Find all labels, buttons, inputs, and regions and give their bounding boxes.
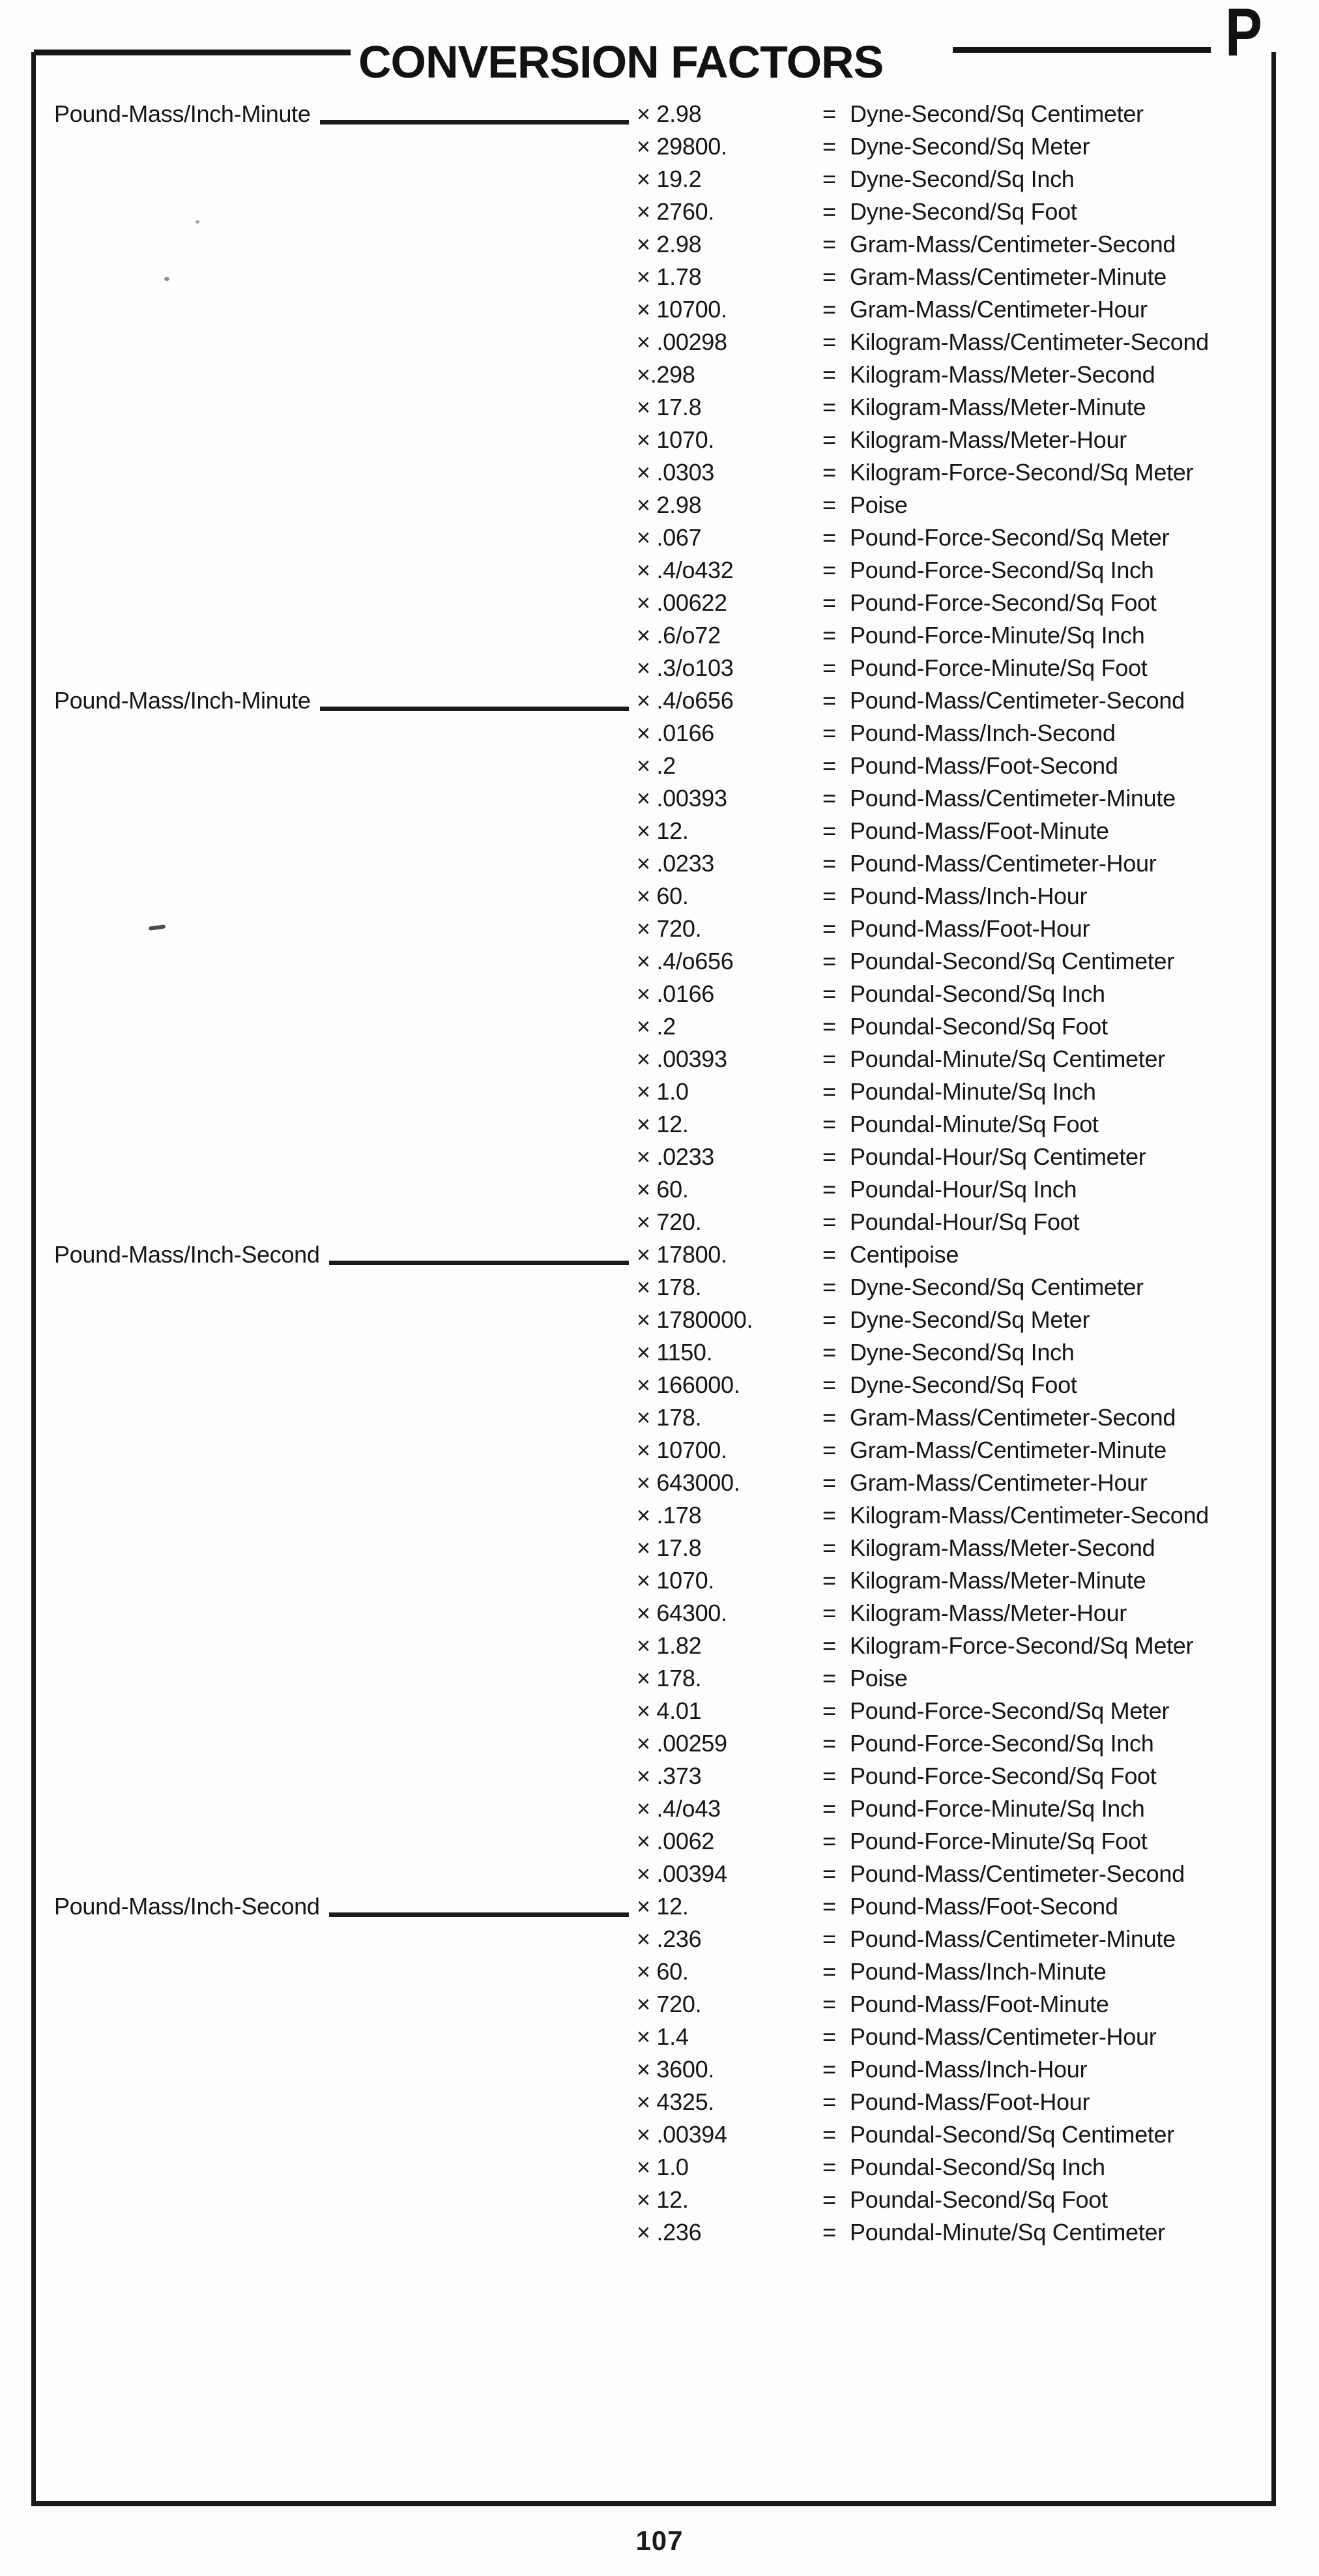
table-row [36, 196, 1276, 228]
table-row [36, 98, 1276, 130]
factor-value: × 12. [637, 2186, 689, 2213]
table-row [36, 293, 1276, 326]
result-unit: Poundal-Minute/Sq Centimeter [850, 2219, 1165, 2246]
scan-speck [164, 277, 169, 281]
table-row [36, 1793, 1276, 1825]
result-unit: Dyne-Second/Sq Foot [850, 198, 1077, 225]
factor-value: × 2.98 [637, 231, 702, 257]
factor-value: × .4/o656 [637, 687, 734, 714]
result-unit: Pound-Force-Minute/Sq Inch [850, 622, 1145, 649]
factor-value: × 2760. [637, 198, 715, 225]
equals-sign: = [822, 1306, 836, 1333]
table-row [36, 1336, 1276, 1369]
result-unit: Pound-Force-Second/Sq Inch [850, 1730, 1154, 1757]
result-unit: Kilogram-Mass/Centimeter-Second [850, 1502, 1209, 1529]
factor-value: × 178. [637, 1404, 702, 1431]
equals-sign: = [822, 1534, 836, 1561]
table-row [36, 1564, 1276, 1597]
equals-sign: = [822, 883, 836, 909]
table-row [36, 1173, 1276, 1206]
equals-sign: = [822, 198, 836, 225]
table-row [36, 587, 1276, 619]
quantity-label: Pound-Mass/Inch-Second [54, 1241, 320, 1268]
factor-value: × 1780000. [637, 1306, 753, 1333]
result-unit: Poundal-Hour/Sq Foot [850, 1208, 1080, 1235]
result-unit: Pound-Mass/Centimeter-Second [850, 1860, 1185, 1887]
table-row [36, 228, 1276, 261]
table-row [36, 130, 1276, 163]
table-row [36, 717, 1276, 750]
equals-sign: = [822, 1665, 836, 1691]
equals-sign: = [822, 426, 836, 453]
result-unit: Gram-Mass/Centimeter-Minute [850, 263, 1167, 290]
factor-value: × 166000. [637, 1371, 740, 1398]
factor-value: × 12. [637, 1893, 689, 1920]
equals-sign: = [822, 459, 836, 486]
page-number: 107 [635, 2525, 684, 2556]
factor-value: × 10700. [637, 1437, 727, 1463]
result-unit: Pound-Mass/Foot-Second [850, 752, 1118, 779]
table-row [36, 684, 1276, 717]
table-row [36, 521, 1276, 554]
table-row [36, 782, 1276, 815]
table-row [36, 1890, 1276, 1923]
factor-value: × 720. [637, 1991, 702, 2017]
result-unit: Centipoise [850, 1241, 959, 1268]
table-row [36, 913, 1276, 945]
result-unit: Pound-Force-Second/Sq Foot [850, 589, 1157, 616]
result-unit: Kilogram-Mass/Meter-Hour [850, 1600, 1127, 1626]
result-unit: Poundal-Minute/Sq Centimeter [850, 1046, 1165, 1072]
equals-sign: = [822, 1143, 836, 1170]
equals-sign: = [822, 133, 836, 160]
result-unit: Dyne-Second/Sq Meter [850, 133, 1090, 160]
equals-sign: = [822, 1339, 836, 1366]
result-unit: Pound-Mass/Inch-Minute [850, 1958, 1107, 1985]
result-unit: Pound-Force-Minute/Sq Foot [850, 1828, 1148, 1854]
table-row [36, 1662, 1276, 1695]
equals-sign: = [822, 948, 836, 974]
equals-sign: = [822, 524, 836, 551]
factor-value: × 60. [637, 1176, 689, 1203]
factor-value: × .373 [637, 1763, 702, 1789]
table-row [36, 815, 1276, 847]
table-row [36, 456, 1276, 489]
equals-sign: = [822, 720, 836, 746]
factor-value: × 17.8 [637, 394, 702, 420]
equals-sign: = [822, 785, 836, 812]
factor-value: × .0166 [637, 720, 715, 746]
equals-sign: = [822, 166, 836, 192]
table-row [36, 1988, 1276, 2021]
conversion-table [36, 98, 1276, 2249]
result-unit: Dyne-Second/Sq Meter [850, 1306, 1090, 1333]
factor-value: × 10700. [637, 296, 727, 323]
table-row [36, 1760, 1276, 1793]
factor-value: × 1.0 [637, 1078, 689, 1105]
result-unit: Pound-Mass/Centimeter-Minute [850, 785, 1176, 812]
table-row [36, 1043, 1276, 1076]
result-unit: Poundal-Second/Sq Centimeter [850, 948, 1174, 974]
factor-value: × .2 [637, 752, 676, 779]
table-row [36, 1499, 1276, 1532]
section-letter: P [1225, 0, 1262, 70]
equals-sign: = [822, 2023, 836, 2050]
equals-sign: = [822, 263, 836, 290]
table-row [36, 619, 1276, 652]
table-row [36, 2118, 1276, 2151]
table-row [36, 2216, 1276, 2249]
content-frame [31, 52, 1276, 2506]
factor-value: × .2 [637, 1013, 676, 1040]
factor-value: × .0062 [637, 1828, 715, 1854]
result-unit: Pound-Mass/Centimeter-Second [850, 687, 1185, 714]
table-row [36, 1434, 1276, 1467]
table-row [36, 1858, 1276, 1890]
equals-sign: = [822, 1208, 836, 1235]
result-unit: Gram-Mass/Centimeter-Minute [850, 1437, 1167, 1463]
table-row [36, 880, 1276, 913]
result-unit: Poundal-Minute/Sq Foot [850, 1111, 1099, 1137]
result-unit: Pound-Force-Minute/Sq Foot [850, 654, 1148, 681]
factor-value: × 1.0 [637, 2154, 689, 2180]
table-row [36, 1206, 1276, 1238]
factor-value: × .067 [637, 524, 702, 551]
table-row [36, 945, 1276, 978]
factor-value: × .178 [637, 1502, 702, 1529]
factor-value: × 4325. [637, 2088, 715, 2115]
equals-sign: = [822, 557, 836, 583]
factor-value: × 19.2 [637, 166, 702, 192]
result-unit: Pound-Mass/Foot-Minute [850, 1991, 1109, 2017]
table-row [36, 1369, 1276, 1401]
factor-value: × .00394 [637, 1860, 727, 1887]
factor-value: × .00298 [637, 329, 727, 355]
leader-line [320, 707, 629, 711]
factor-value: × .4/o656 [637, 948, 734, 974]
equals-sign: = [822, 231, 836, 257]
equals-sign: = [822, 2154, 836, 2180]
equals-sign: = [822, 589, 836, 616]
equals-sign: = [822, 915, 836, 942]
equals-sign: = [822, 1763, 836, 1789]
table-row [36, 1467, 1276, 1499]
leader-line [329, 1261, 629, 1265]
table-row [36, 1304, 1276, 1336]
table-row [36, 1825, 1276, 1858]
table-row [36, 1695, 1276, 1727]
table-row [36, 1010, 1276, 1043]
equals-sign: = [822, 1274, 836, 1300]
result-unit: Kilogram-Mass/Meter-Hour [850, 426, 1127, 453]
result-unit: Poundal-Minute/Sq Inch [850, 1078, 1096, 1105]
equals-sign: = [822, 1013, 836, 1040]
table-row [36, 1923, 1276, 1955]
table-row [36, 359, 1276, 391]
equals-sign: = [822, 1730, 836, 1757]
table-row [36, 1271, 1276, 1304]
equals-sign: = [822, 752, 836, 779]
factor-value: × .6/o72 [637, 622, 721, 649]
table-row [36, 1630, 1276, 1662]
equals-sign: = [822, 1925, 836, 1952]
table-row [36, 424, 1276, 456]
result-unit: Kilogram-Mass/Meter-Second [850, 361, 1155, 388]
result-unit: Pound-Force-Second/Sq Meter [850, 524, 1170, 551]
result-unit: Poundal-Hour/Sq Inch [850, 1176, 1077, 1203]
factor-value: × .4/o432 [637, 557, 734, 583]
result-unit: Pound-Force-Second/Sq Meter [850, 1697, 1170, 1724]
equals-sign: = [822, 2219, 836, 2246]
equals-sign: = [822, 1567, 836, 1594]
equals-sign: = [822, 1078, 836, 1105]
factor-value: × 29800. [637, 133, 727, 160]
quantity-label: Pound-Mass/Inch-Minute [54, 100, 311, 127]
equals-sign: = [822, 687, 836, 714]
factor-value: × 720. [637, 915, 702, 942]
equals-sign: = [822, 1860, 836, 1887]
result-unit: Pound-Mass/Inch-Hour [850, 2056, 1088, 2083]
result-unit: Poundal-Second/Sq Centimeter [850, 2121, 1174, 2148]
factor-value: × 1.78 [637, 263, 702, 290]
equals-sign: = [822, 980, 836, 1007]
equals-sign: = [822, 850, 836, 877]
page-title: CONVERSION FACTORS [358, 36, 884, 87]
result-unit: Kilogram-Mass/Meter-Second [850, 1534, 1155, 1561]
factor-value: × 720. [637, 1208, 702, 1235]
table-row [36, 847, 1276, 880]
factor-value: ×.298 [637, 361, 695, 388]
table-row [36, 1955, 1276, 1988]
result-unit: Kilogram-Mass/Meter-Minute [850, 394, 1146, 420]
equals-sign: = [822, 1991, 836, 2017]
equals-sign: = [822, 296, 836, 323]
equals-sign: = [822, 1828, 836, 1854]
equals-sign: = [822, 1958, 836, 1985]
factor-value: × 1150. [637, 1339, 713, 1366]
result-unit: Poise [850, 1665, 908, 1691]
equals-sign: = [822, 1893, 836, 1920]
equals-sign: = [822, 1502, 836, 1529]
result-unit: Kilogram-Force-Second/Sq Meter [850, 459, 1194, 486]
result-unit: Pound-Mass/Foot-Minute [850, 817, 1109, 844]
result-unit: Pound-Mass/Inch-Second [850, 720, 1116, 746]
equals-sign: = [822, 1437, 836, 1463]
factor-value: × 1.82 [637, 1632, 702, 1659]
table-row [36, 489, 1276, 521]
equals-sign: = [822, 100, 836, 127]
result-unit: Gram-Mass/Centimeter-Hour [850, 296, 1148, 323]
quantity-label: Pound-Mass/Inch-Minute [54, 687, 311, 714]
factor-value: × .0303 [637, 459, 715, 486]
result-unit: Pound-Force-Minute/Sq Inch [850, 1795, 1145, 1822]
table-row [36, 652, 1276, 684]
factor-value: × 4.01 [637, 1697, 702, 1724]
factor-value: × .0233 [637, 850, 715, 877]
table-row [36, 261, 1276, 293]
result-unit: Dyne-Second/Sq Inch [850, 166, 1075, 192]
result-unit: Kilogram-Mass/Centimeter-Second [850, 329, 1209, 355]
factor-value: × 1070. [637, 426, 715, 453]
equals-sign: = [822, 1469, 836, 1496]
factor-value: × 17.8 [637, 1534, 702, 1561]
result-unit: Dyne-Second/Sq Centimeter [850, 1274, 1144, 1300]
table-row [36, 1532, 1276, 1564]
table-row [36, 750, 1276, 782]
leader-line [329, 1912, 629, 1917]
result-unit: Poundal-Second/Sq Foot [850, 2186, 1108, 2213]
equals-sign: = [822, 491, 836, 518]
factor-value: × 3600. [637, 2056, 715, 2083]
table-row [36, 326, 1276, 359]
result-unit: Dyne-Second/Sq Foot [850, 1371, 1077, 1398]
equals-sign: = [822, 2056, 836, 2083]
equals-sign: = [822, 622, 836, 649]
scan-speck [196, 220, 199, 224]
result-unit: Dyne-Second/Sq Centimeter [850, 100, 1144, 127]
leader-line [320, 120, 629, 124]
equals-sign: = [822, 1632, 836, 1659]
table-row [36, 2053, 1276, 2086]
equals-sign: = [822, 2088, 836, 2115]
factor-value: × .0233 [637, 1143, 715, 1170]
table-row [36, 1141, 1276, 1173]
factor-value: × .00259 [637, 1730, 727, 1757]
table-row [36, 2021, 1276, 2053]
factor-value: × 60. [637, 1958, 689, 1985]
table-row [36, 2184, 1276, 2216]
equals-sign: = [822, 654, 836, 681]
equals-sign: = [822, 1111, 836, 1137]
factor-value: × 60. [637, 883, 689, 909]
quantity-label: Pound-Mass/Inch-Second [54, 1893, 320, 1920]
table-row [36, 1108, 1276, 1141]
equals-sign: = [822, 2121, 836, 2148]
table-row [36, 391, 1276, 424]
result-unit: Pound-Mass/Foot-Hour [850, 2088, 1090, 2115]
factor-value: × 1070. [637, 1567, 715, 1594]
equals-sign: = [822, 1241, 836, 1268]
result-unit: Pound-Mass/Centimeter-Hour [850, 2023, 1157, 2050]
equals-sign: = [822, 1176, 836, 1203]
factor-value: × 2.98 [637, 491, 702, 518]
factor-value: × .00393 [637, 1046, 727, 1072]
table-row [36, 1401, 1276, 1434]
result-unit: Pound-Force-Second/Sq Inch [850, 557, 1154, 583]
equals-sign: = [822, 1371, 836, 1398]
factor-value: × .00394 [637, 2121, 727, 2148]
table-row [36, 554, 1276, 587]
equals-sign: = [822, 817, 836, 844]
result-unit: Kilogram-Force-Second/Sq Meter [850, 1632, 1194, 1659]
equals-sign: = [822, 329, 836, 355]
equals-sign: = [822, 361, 836, 388]
factor-value: × 178. [637, 1274, 702, 1300]
factor-value: × .236 [637, 1925, 702, 1952]
result-unit: Gram-Mass/Centimeter-Second [850, 1404, 1176, 1431]
factor-value: × 12. [637, 817, 689, 844]
factor-value: × 2.98 [637, 100, 702, 127]
result-unit: Pound-Mass/Foot-Hour [850, 915, 1090, 942]
table-row [36, 1597, 1276, 1630]
factor-value: × 17800. [637, 1241, 727, 1268]
equals-sign: = [822, 1697, 836, 1724]
table-row [36, 2086, 1276, 2118]
table-row [36, 1727, 1276, 1760]
factor-value: × 643000. [637, 1469, 740, 1496]
result-unit: Poundal-Second/Sq Inch [850, 2154, 1105, 2180]
equals-sign: = [822, 1600, 836, 1626]
result-unit: Poundal-Second/Sq Inch [850, 980, 1105, 1007]
result-unit: Poundal-Hour/Sq Centimeter [850, 1143, 1146, 1170]
result-unit: Gram-Mass/Centimeter-Second [850, 231, 1176, 257]
result-unit: Pound-Mass/Foot-Second [850, 1893, 1118, 1920]
factor-value: × .00393 [637, 785, 727, 812]
result-unit: Pound-Mass/Centimeter-Minute [850, 1925, 1176, 1952]
result-unit: Pound-Mass/Inch-Hour [850, 883, 1088, 909]
table-row [36, 163, 1276, 196]
equals-sign: = [822, 1795, 836, 1822]
factor-value: × .4/o43 [637, 1795, 721, 1822]
result-unit: Dyne-Second/Sq Inch [850, 1339, 1075, 1366]
table-row [36, 978, 1276, 1010]
result-unit: Kilogram-Mass/Meter-Minute [850, 1567, 1146, 1594]
factor-value: × 1.4 [637, 2023, 689, 2050]
equals-sign: = [822, 1046, 836, 1072]
result-unit: Poundal-Second/Sq Foot [850, 1013, 1108, 1040]
factor-value: × 64300. [637, 1600, 727, 1626]
table-row [36, 1238, 1276, 1271]
factor-value: × .3/o103 [637, 654, 734, 681]
equals-sign: = [822, 2186, 836, 2213]
result-unit: Pound-Mass/Centimeter-Hour [850, 850, 1157, 877]
result-unit: Pound-Force-Second/Sq Foot [850, 1763, 1157, 1789]
table-row [36, 2151, 1276, 2184]
equals-sign: = [822, 1404, 836, 1431]
equals-sign: = [822, 394, 836, 420]
factor-value: × .0166 [637, 980, 715, 1007]
result-unit: Gram-Mass/Centimeter-Hour [850, 1469, 1148, 1496]
factor-value: × 12. [637, 1111, 689, 1137]
factor-value: × .236 [637, 2219, 702, 2246]
table-row [36, 1076, 1276, 1108]
result-unit: Poise [850, 491, 908, 518]
factor-value: × .00622 [637, 589, 727, 616]
factor-value: × 178. [637, 1665, 702, 1691]
